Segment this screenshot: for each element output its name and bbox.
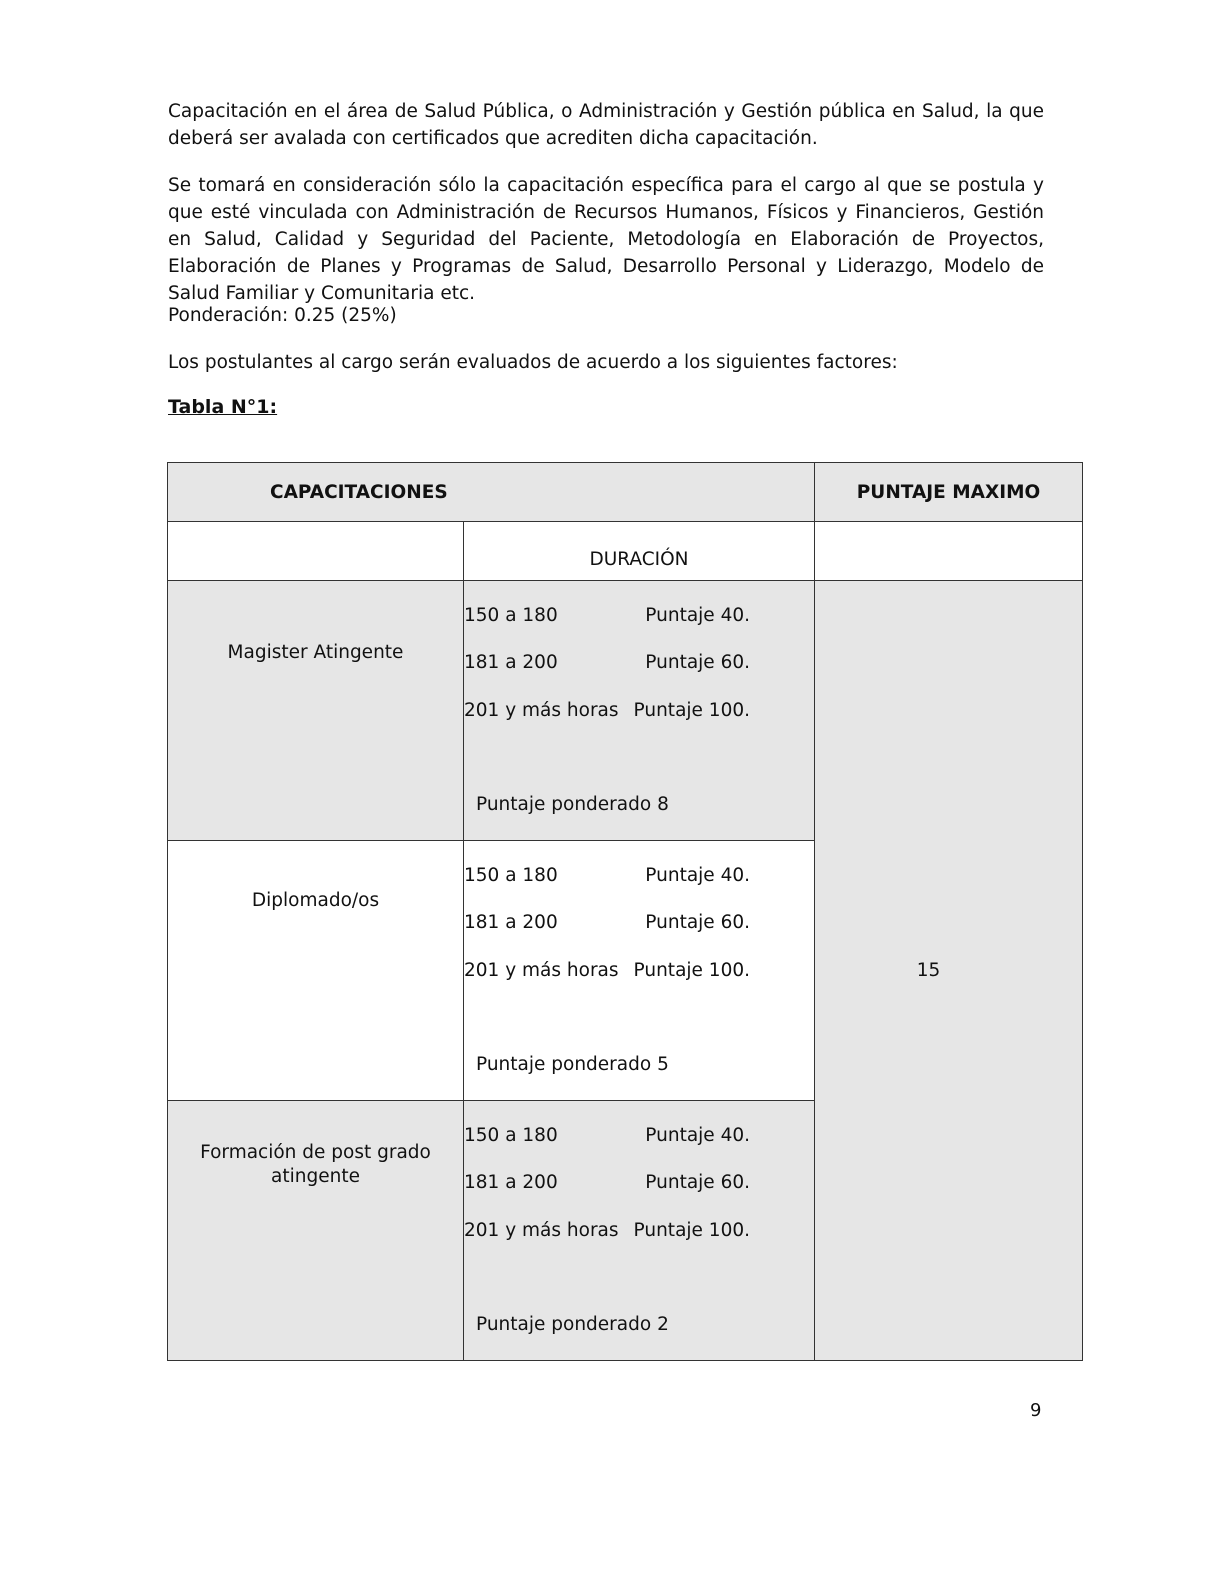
max-score-cell bbox=[815, 581, 1083, 1361]
duration-range: 150 a 180 bbox=[464, 605, 558, 626]
duration-line bbox=[464, 1125, 814, 1149]
duration-points: Puntaje 60. bbox=[645, 1172, 750, 1193]
duration-cell bbox=[464, 581, 815, 841]
duration-range: 201 y más horas bbox=[464, 700, 619, 721]
duration-line bbox=[464, 960, 814, 984]
duration-points: Puntaje 60. bbox=[645, 912, 750, 933]
weighted-score: Puntaje ponderado 5 bbox=[476, 1054, 669, 1075]
duration-points: Puntaje 100. bbox=[633, 700, 750, 721]
weighted-score: Puntaje ponderado 8 bbox=[476, 794, 669, 815]
duration-line bbox=[464, 605, 814, 629]
header-puntaje-maximo: PUNTAJE MAXIMO bbox=[815, 463, 1083, 522]
row-name: Diplomado/os bbox=[168, 841, 464, 1101]
duration-range: 181 a 200 bbox=[464, 912, 558, 933]
duration-points: Puntaje 100. bbox=[633, 960, 750, 981]
table-header-row bbox=[168, 463, 1083, 522]
duration-points: Puntaje 40. bbox=[645, 1125, 750, 1146]
duration-range: 150 a 180 bbox=[464, 1125, 558, 1146]
duration-line bbox=[464, 1172, 814, 1196]
duration-points: Puntaje 40. bbox=[645, 605, 750, 626]
table-subheader-row bbox=[168, 522, 1083, 581]
subheader-empty-cell bbox=[168, 522, 464, 581]
duration-range: 181 a 200 bbox=[464, 652, 558, 673]
duration-line bbox=[464, 652, 814, 676]
weighted-score: Puntaje ponderado 2 bbox=[476, 1314, 669, 1335]
page-number: 9 bbox=[1030, 1400, 1042, 1421]
max-score: 15 bbox=[916, 960, 941, 981]
row-name: Magister Atingente bbox=[168, 581, 464, 841]
duration-line bbox=[464, 1220, 814, 1244]
paragraph-consideracion: Se tomará en consideración sólo la capacitación específica para el cargo al que se postula y que esté vinculada con Administración de Recursos Humanos, Físicos y Financieros, Gestión en Salud, Calidad y Seguridad del Paciente, Metodología en Elaboración de Proyectos, Elaboración de Planes y Programas de Salud, Desarrollo Personal y Liderazgo, Modelo de Salud Familiar y Comunitaria etc. bbox=[168, 175, 1044, 304]
row-name: Formación de post grado atingente bbox=[168, 1101, 464, 1361]
paragraph-capacitacion: Capacitación en el área de Salud Pública, o Administración y Gestión pública en Salud, la que deberá ser avalada con certificados que acrediten dicha capacitación. bbox=[168, 101, 1044, 149]
subheader-empty-cell bbox=[815, 522, 1083, 581]
duration-cell bbox=[464, 841, 815, 1101]
duration-range: 201 y más horas bbox=[464, 1220, 619, 1241]
duration-range: 181 a 200 bbox=[464, 1172, 558, 1193]
header-capacitaciones: CAPACITACIONES bbox=[168, 463, 815, 522]
duration-cell bbox=[464, 1101, 815, 1361]
duration-range: 150 a 180 bbox=[464, 865, 558, 886]
subheader-duracion: DURACIÓN bbox=[464, 522, 815, 581]
table-row bbox=[168, 581, 1083, 841]
duration-line bbox=[464, 865, 814, 889]
table-title: Tabla N°1: bbox=[168, 396, 278, 418]
duration-points: Puntaje 100. bbox=[633, 1220, 750, 1241]
paragraph-ponderacion: Ponderación: 0.25 (25%) bbox=[168, 305, 397, 326]
capacitaciones-table bbox=[167, 462, 1083, 1361]
duration-line bbox=[464, 700, 814, 724]
duration-points: Puntaje 60. bbox=[645, 652, 750, 673]
duration-line bbox=[464, 912, 814, 936]
duration-points: Puntaje 40. bbox=[645, 865, 750, 886]
duration-range: 201 y más horas bbox=[464, 960, 619, 981]
paragraph-postulantes: Los postulantes al cargo serán evaluados de acuerdo a los siguientes factores: bbox=[168, 352, 898, 373]
